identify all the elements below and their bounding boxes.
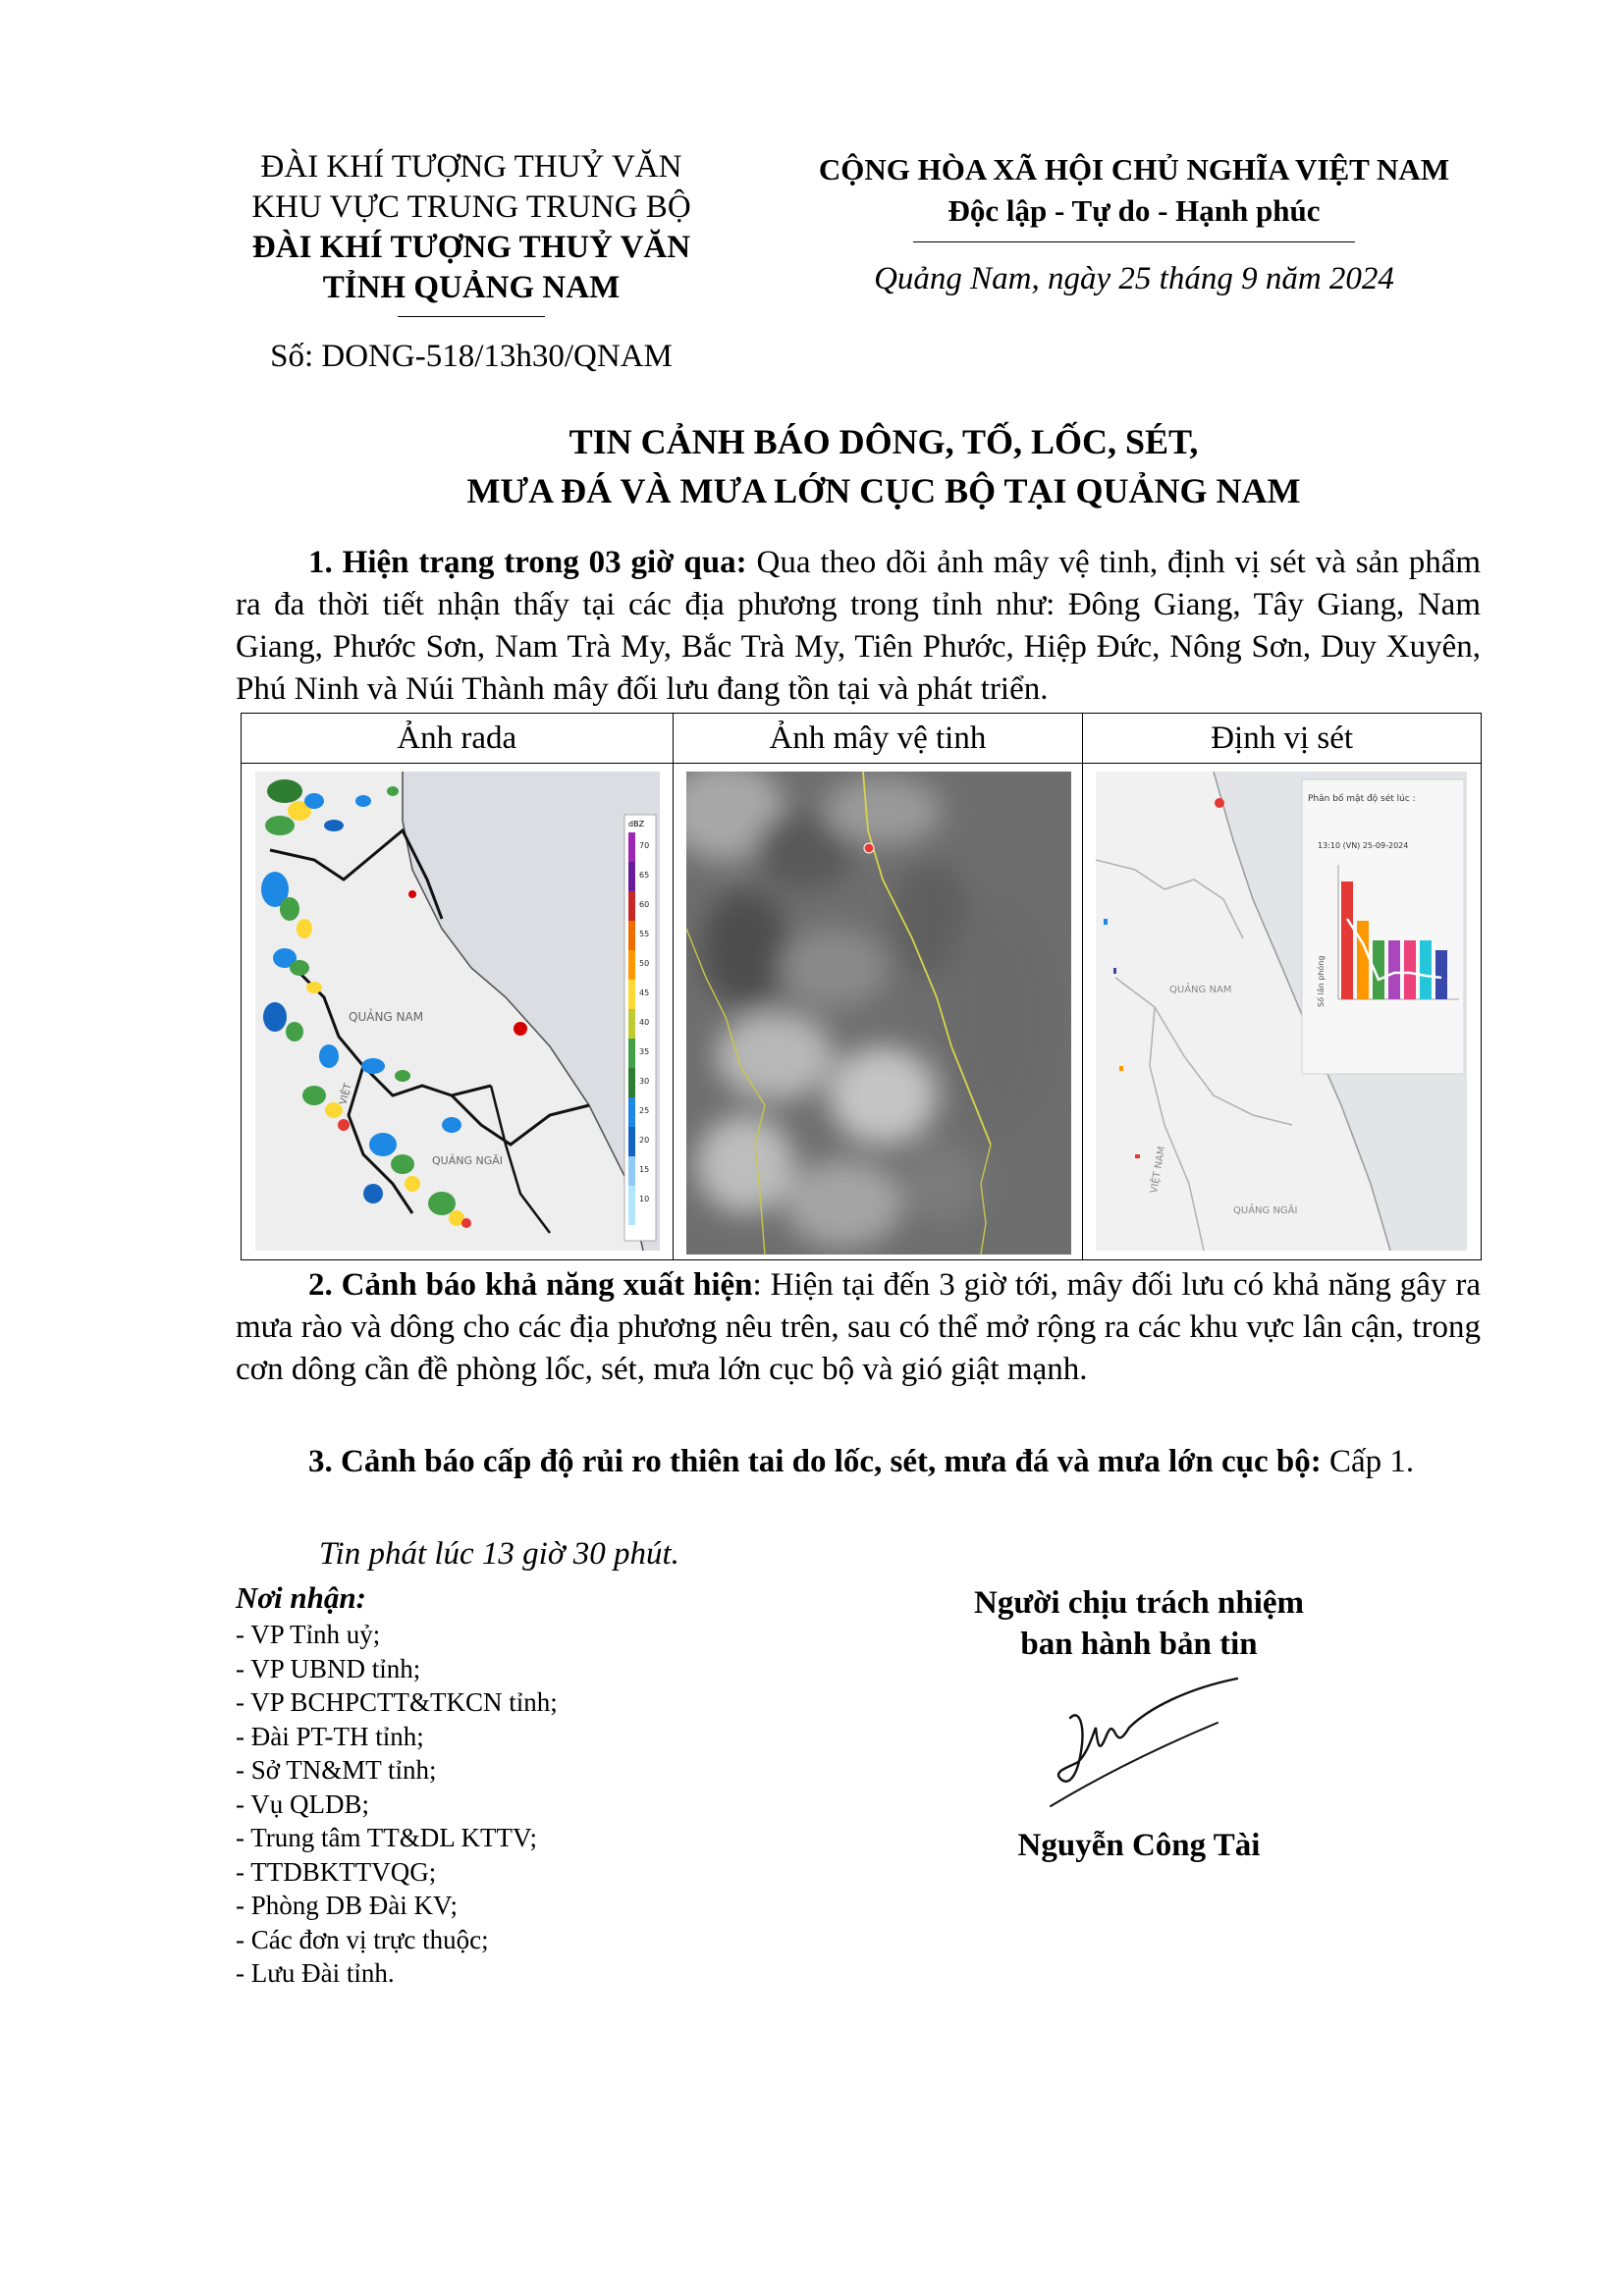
satellite-cell	[673, 764, 1083, 1260]
radar-legend-tick: 45	[639, 988, 650, 997]
lightning-bar	[1435, 950, 1447, 999]
issued-time: Tin phát lúc 13 giờ 30 phút.	[319, 1536, 679, 1572]
title-line1: TIN CẢNH BÁO DÔNG, TỐ, LỐC, SÉT,	[568, 422, 1199, 461]
signatory-title-line1: Người chịu trách nhiệm	[974, 1585, 1304, 1621]
agency-name-line2: TỈNH QUẢNG NAM	[322, 270, 621, 305]
radar-legend-title: dBZ	[628, 820, 645, 828]
recipient-item: - Sở TN&MT tỉnh;	[236, 1755, 437, 1785]
signatory-title-block	[913, 1582, 1365, 1665]
recipient-item: - VP UBND tỉnh;	[236, 1653, 421, 1683]
lightning-bar	[1420, 940, 1432, 999]
recipient-item: - Lưu Đài tỉnh.	[236, 1958, 395, 1988]
radar-image	[255, 772, 660, 1251]
section2-text: : Hiện tại đến 3 giờ tới, mây đối lưu có khả năng gây ra mưa rào và dông cho các địa phương nêu trên, sau có thể mở rộng ra các khu vực lân cận, trong cơn dông cần đề phòng lốc, sét, mưa lớn cục bộ và gió giật mạnh.	[236, 1267, 1481, 1387]
lightning-panel-time: 13:10 (VN) 25-09-2024	[1318, 841, 1409, 850]
radar-legend-tick: 70	[639, 841, 650, 850]
satellite-image	[686, 772, 1071, 1255]
lightning-bar	[1404, 940, 1416, 999]
recipients-list	[236, 1618, 727, 1991]
radar-legend-tick: 35	[639, 1047, 650, 1056]
section1-text: Qua theo dõi ảnh mây vệ tinh, định vị sét và sản phẩm ra đa thời tiết nhận thấy tại các địa phương trong tỉnh như: Đông Giang, Tây Giang, Nam Giang, Phước Sơn, Nam Trà My, Bắc Trà My, Tiên Phước, Hiệp Đức, Nông Sơn, Duy Xuyên, Phú Ninh và Núi Thành mây đối lưu đang tồn tại và phát triển.	[236, 545, 1482, 707]
radar-legend-tick: 15	[639, 1165, 650, 1174]
section3-heading: 3. Cảnh báo cấp độ rủi ro thiên tai do lốc, sét, mưa đá và mưa lớn cục bộ:	[308, 1444, 1322, 1479]
lightning-panel-title: Phân bố mật độ sét lúc :	[1308, 794, 1416, 804]
lightning-bar	[1388, 940, 1400, 999]
title-line2: MƯA ĐÁ VÀ MƯA LỚN CỤC BỘ TẠI QUẢNG NAM	[466, 471, 1301, 510]
issuing-agency-block	[236, 147, 707, 377]
document-title	[236, 417, 1532, 515]
country-name: CỘNG HÒA XÃ HỘI CHỦ NGHĨA VIỆT NAM	[818, 152, 1450, 187]
radar-legend-tick: 10	[639, 1195, 650, 1203]
lightning-label-viet-nam: VIỆT NAM	[1149, 1145, 1168, 1195]
radar-label-quang-nam: QUẢNG NAM	[349, 1010, 424, 1024]
lightning-label-quang-nam: QUẢNG NAM	[1169, 985, 1232, 995]
header-satellite: Ảnh mây vệ tinh	[673, 714, 1083, 764]
recipient-item: - Trung tâm TT&DL KTTV;	[236, 1823, 537, 1852]
lightning-bar	[1357, 921, 1369, 999]
radar-cell	[242, 764, 674, 1260]
handwritten-signature	[1041, 1669, 1267, 1816]
observation-images-table	[241, 713, 1482, 1260]
radar-legend-tick: 20	[639, 1136, 650, 1145]
lightning-panel-axis: Số lần phóng	[1317, 955, 1326, 1007]
lightning-bar	[1341, 881, 1353, 999]
radar-legend-tick: 65	[639, 871, 650, 880]
lightning-cell	[1083, 764, 1482, 1260]
recipients-block	[236, 1578, 727, 1991]
header-radar: Ảnh rada	[242, 714, 674, 764]
radar-legend-tick: 30	[639, 1077, 650, 1086]
motto-divider	[913, 241, 1355, 242]
national-motto: Độc lập - Tự do - Hạnh phúc	[947, 193, 1321, 228]
recipient-item: - Vụ QLDB;	[236, 1789, 370, 1819]
recipient-item: - VP Tỉnh uỷ;	[236, 1620, 381, 1649]
section3-text: Cấp 1.	[1321, 1444, 1415, 1479]
signatory-title-line2: ban hành bản tin	[1020, 1627, 1258, 1662]
radar-legend-tick: 25	[639, 1106, 650, 1115]
lightning-label-quang-ngai: QUẢNG NGÃI	[1233, 1205, 1298, 1216]
document-date: Quảng Nam, ngày 25 tháng 9 năm 2024	[874, 261, 1394, 296]
radar-legend-tick: 60	[639, 900, 650, 909]
agency-parent-line2: KHU VỰC TRUNG TRUNG BỘ	[251, 189, 691, 225]
recipient-item: - Các đơn vị trực thuộc;	[236, 1924, 489, 1954]
recipient-item: - VP BCHPCTT&TKCN tỉnh;	[236, 1687, 558, 1717]
section-risk-level	[236, 1441, 1481, 1483]
document-number: Số: DONG-518/13h30/QNAM	[270, 339, 673, 374]
radar-label-quang-ngai: QUẢNG NGÃI	[432, 1154, 504, 1167]
recipient-item: - Phòng DB Đài KV;	[236, 1891, 458, 1920]
section-forecast	[236, 1264, 1481, 1391]
recipient-item: - Đài PT-TH tỉnh;	[236, 1721, 424, 1751]
radar-legend-tick: 50	[639, 959, 650, 968]
recipients-title: Nơi nhận:	[236, 1580, 366, 1615]
header-lightning: Định vị sét	[1083, 714, 1482, 764]
section-current-status	[236, 542, 1481, 711]
section2-heading: 2. Cảnh báo khả năng xuất hiện	[308, 1267, 753, 1303]
signatory-name: Nguyễn Công Tài	[1017, 1828, 1261, 1863]
section1-heading: 1. Hiện trạng trong 03 giờ qua:	[308, 545, 747, 580]
lightning-image	[1096, 772, 1467, 1251]
national-motto-block	[815, 149, 1453, 299]
radar-legend-tick: 40	[639, 1018, 650, 1027]
recipient-item: - TTDBKTTVQG;	[236, 1856, 437, 1887]
agency-divider	[398, 316, 545, 317]
agency-name-line1: ĐÀI KHÍ TƯỢNG THUỶ VĂN	[251, 230, 691, 265]
radar-legend	[624, 815, 656, 1241]
lightning-density-panel	[1302, 779, 1464, 1074]
radar-legend-tick: 55	[639, 930, 650, 938]
radar-label-viet: VIỆT	[338, 1082, 354, 1106]
agency-parent-line1: ĐÀI KHÍ TƯỢNG THUỶ VĂN	[260, 149, 682, 185]
